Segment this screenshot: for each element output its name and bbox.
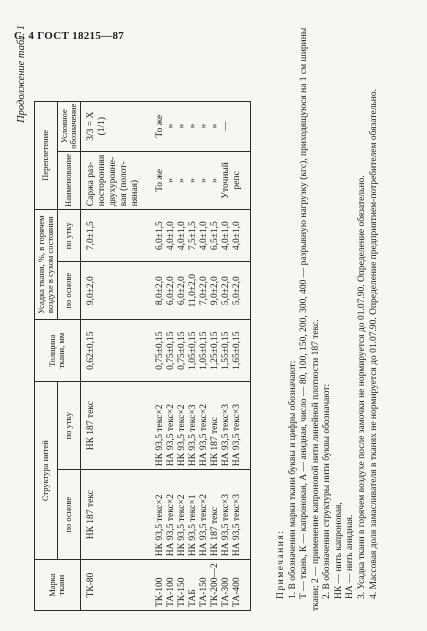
weave-symbol-sub: (1/1) [96, 116, 107, 136]
list-item: » [176, 123, 187, 129]
weave-name-line: Саржа раз- [85, 161, 96, 207]
list-item: 9,0±2,0 [209, 276, 220, 306]
list-item: » [165, 123, 176, 129]
note-1-detail: Т — ткань, К — капроновая, А — анидная, число — 80, 100, 150, 200, 300, 400 — разрывную нагрузку (кгс), приходящуюся на 1 см ширины ткани; 2 — применение капроновой нити линейной плотности 187 текс. [299, 27, 321, 611]
list-item: ТА-400 [231, 577, 242, 607]
list-item: 4,0±1,0 [231, 221, 242, 251]
list-item: ТА-100 [165, 577, 176, 607]
cell-thickness-list [152, 320, 251, 382]
list-item: То же [154, 169, 165, 192]
list-item: 4,0±1,0 [198, 221, 209, 251]
cell-brand-list [152, 560, 251, 611]
list-item: 11,0±2,0 [187, 274, 198, 308]
weave-name-line: двухуровне- [107, 156, 118, 207]
cell-shrinkage-weft-list [152, 210, 251, 262]
list-item: » [187, 123, 198, 129]
list-item: » [198, 178, 209, 183]
header-brand: Марка ткани [35, 560, 81, 611]
list-item: 1,05±0,15 [187, 331, 198, 370]
weave-name-line: вая (полот- [118, 161, 129, 207]
table-row-group [152, 101, 251, 610]
cell-weave-symbol-list [152, 101, 251, 151]
cell-weave-name-list [152, 151, 251, 209]
list-item: ТК-150 [176, 577, 187, 607]
cell-warp: НК 187 текс [80, 470, 152, 560]
note-2: 2. В обозначении структуры нити буквы обозначают: [322, 383, 333, 599]
list-item: НК 187 текс [209, 417, 220, 467]
header-shrinkage-weft: по утку [57, 210, 80, 262]
list-item: 1,65±0,15 [231, 331, 242, 370]
list-item: НА 93,5 текс×3 [220, 404, 231, 467]
list-item: » [209, 123, 220, 129]
cell-shrinkage-weft: 7,0±1,5 [80, 210, 152, 262]
notes-section [276, 21, 380, 611]
list-item: 6,0±2,0 [176, 276, 187, 306]
header-shrinkage-warp: по основе [57, 262, 80, 320]
note-4: 4. Массовая доля замасливателя в тканях не нормируется до 01.07.90. Определение предприятием-потребителем обязательно. [368, 88, 379, 599]
weave-symbol-main: 3/3 = X [85, 111, 96, 141]
list-item: НА 93,5 текс×3 [220, 494, 231, 557]
list-item: 4,0±1,0 [165, 221, 176, 251]
list-item: 1,05±0,15 [198, 331, 209, 370]
list-item: НК 93,5 текс×2 [154, 494, 165, 557]
list-item: — [220, 121, 231, 131]
list-item: ТА-150 [198, 577, 209, 607]
list-item: То же [154, 114, 165, 138]
fabric-table [34, 101, 251, 611]
list-item: репс [231, 171, 242, 190]
list-item: 0,75±0,15 [154, 331, 165, 370]
list-item: » [187, 178, 198, 183]
list-item: ТА-300 [220, 577, 231, 607]
list-item: » [176, 178, 187, 183]
header-weave-name: Наименование [57, 151, 80, 209]
list-item: 6,5±1,5 [209, 221, 220, 251]
header-row-1 [35, 101, 58, 610]
weave-name-line: няная) [129, 179, 140, 207]
list-item: ТК-100 [154, 577, 165, 607]
list-item: ТК-200—2 [209, 563, 220, 607]
page-header: С. 4 ГОСТ 18215—87 [14, 30, 125, 42]
cell-shrinkage-warp-list [152, 262, 251, 320]
header-structure: Структура нитей [35, 382, 58, 560]
note-2-detail-a: НК — нить капроновая, [333, 502, 344, 599]
list-item: 0,75±0,15 [165, 331, 176, 370]
list-item: НК 93,5 текс×2 [154, 404, 165, 467]
notes-title: Примечания: [276, 529, 286, 599]
note-3: 3. Усадка ткани в горячем воздухе после замочки не нормируется до 01.07.90. Определение обязательно. [357, 175, 368, 599]
list-item: 5,0±2,0 [220, 276, 231, 306]
header-shrinkage: Усадка ткани, %, в горячем воздухе в сухом состоянии [35, 210, 58, 320]
list-item: НК 187 текс [209, 507, 220, 557]
list-item: НА 93,5 текс×2 [165, 494, 176, 557]
weave-name-line: носторонняя [96, 154, 107, 207]
header-thickness: Толщина ткани, мм [35, 320, 81, 382]
list-item: 1,25±0,15 [209, 331, 220, 370]
table-row-tk80 [80, 101, 152, 610]
cell-thickness: 0,62±0,15 [80, 320, 152, 382]
cell-weave-name [80, 151, 152, 209]
list-item: Уточный [220, 162, 231, 199]
note-1: 1. В обозначении марки ткани буквы и цифры обозначают: [287, 360, 298, 599]
rotated-content [14, 21, 414, 611]
cell-brand: ТК-80 [80, 560, 152, 611]
list-item: НА 93,5 текс×2 [165, 404, 176, 467]
list-item: НК 93,5 текс×3 [187, 404, 198, 467]
list-item: 4,0±1,0 [220, 221, 231, 251]
cell-warp-list [152, 470, 251, 560]
header-weave: Переплетение [35, 101, 58, 210]
list-item: НК 93,5 текс×1 [187, 494, 198, 557]
list-item: 7,5±1,5 [187, 221, 198, 251]
list-item: ТАБ [187, 589, 198, 607]
list-item: » [209, 178, 220, 183]
cell-weft: НК 187 текс [80, 382, 152, 470]
list-item: 7,0±2,0 [198, 276, 209, 306]
list-item: » [198, 123, 209, 129]
list-item: 6,0±2,0 [165, 276, 176, 306]
table-continuation-caption: Продолжение табл. 1 [16, 25, 27, 123]
list-item: 4,0±1,0 [176, 221, 187, 251]
list-item: 0,75±0,15 [176, 331, 187, 370]
list-item: 1,55±0,15 [220, 331, 231, 370]
list-item: НК 93,5 текс×2 [176, 494, 187, 557]
cell-weave-symbol [80, 101, 152, 151]
list-item: 5,0±2,0 [231, 276, 242, 306]
list-item: 6,0±1,5 [154, 221, 165, 251]
header-weave-symbol: Условное обозначение [57, 101, 80, 151]
cell-shrinkage-warp: 9,0±2,0 [80, 262, 152, 320]
header-warp: по основе [57, 470, 80, 560]
cell-weft-list [152, 382, 251, 470]
list-item [233, 105, 244, 148]
note-2-detail-b: НА — нить анидная. [345, 514, 356, 599]
list-item: НА 93,5 текс×2 [198, 494, 209, 557]
list-item: НА 93,5 текс×2 [198, 404, 209, 467]
header-weft: по утку [57, 382, 80, 470]
list-item: 8,0±2,0 [154, 276, 165, 306]
list-item: НК 93,5 текс×2 [176, 404, 187, 467]
list-item: » [165, 178, 176, 183]
list-item: НА 93,5 текс×3 [231, 494, 242, 557]
list-item: НА 93,5 текс×3 [231, 404, 242, 467]
